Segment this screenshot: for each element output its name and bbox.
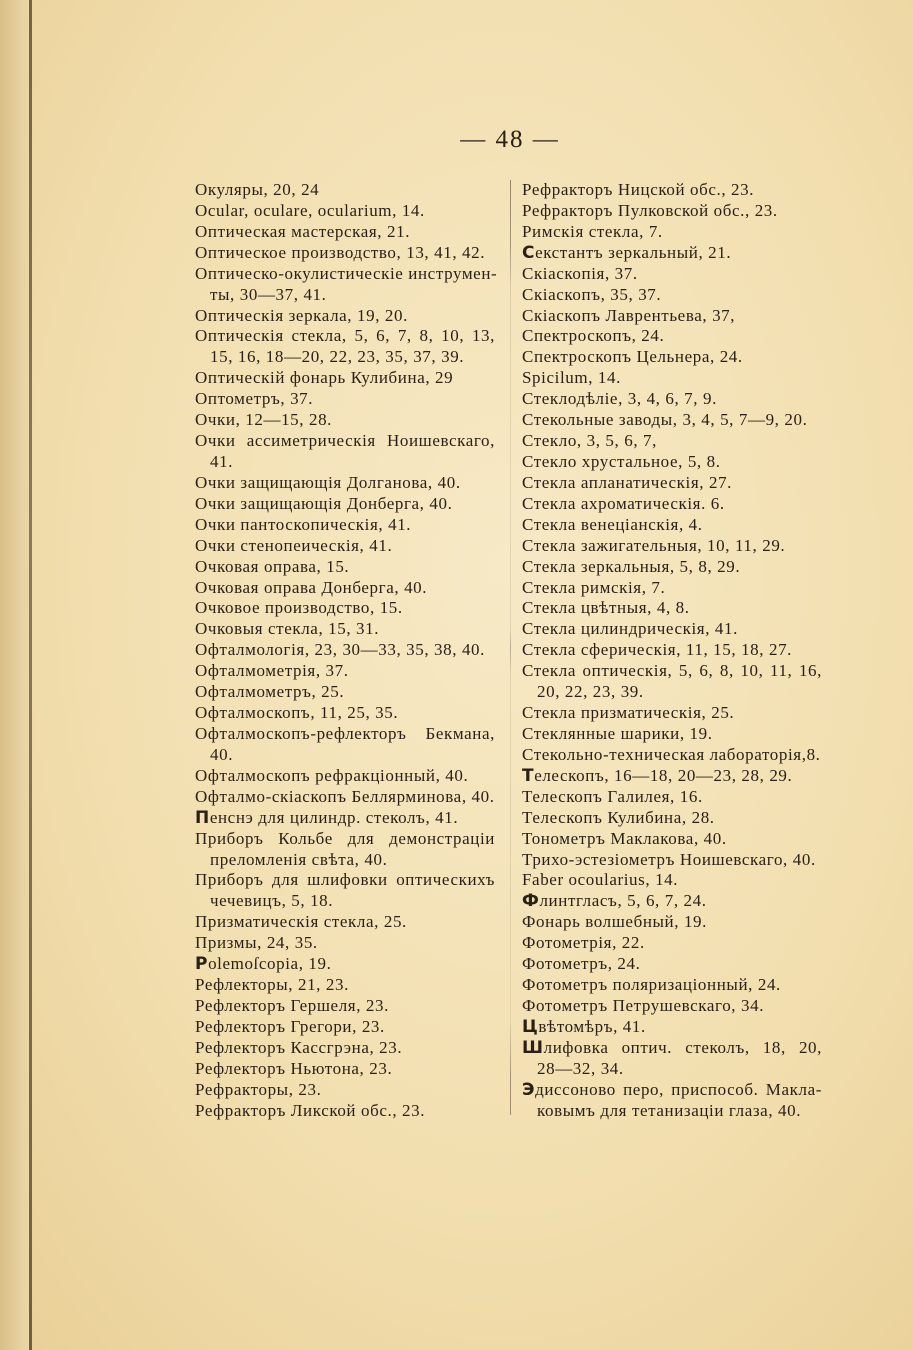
index-entry-text: Polemoſcopia, 19.	[195, 954, 332, 975]
index-entry	[522, 912, 822, 933]
index-entry	[522, 222, 822, 243]
index-entry	[195, 1059, 495, 1080]
index-entry	[522, 452, 822, 473]
index-entry-text: Телескопъ Кулибина, 28.	[522, 807, 715, 827]
index-entry-text: Спектроскопъ Цельнера, 24.	[522, 347, 743, 367]
index-entry	[522, 870, 822, 891]
index-entry-text: Стекла цвѣтныя, 4, 8.	[522, 598, 690, 618]
index-entry-text: Офталмо-скіаскопъ Беллярминова, 40.	[195, 786, 495, 806]
index-entry-text: Очки ассиметрическія Ноишевскаго,	[195, 431, 495, 451]
index-entry	[522, 285, 822, 306]
index-entry-text: Стекло, 3, 5, 6, 7,	[522, 431, 657, 451]
index-entry	[522, 368, 822, 389]
index-entry	[522, 975, 822, 996]
index-entry	[522, 557, 822, 578]
index-entry-text: Скіаскопъ, 35, 37.	[522, 284, 662, 304]
index-entry-text: Оптометръ, 37.	[195, 389, 314, 409]
index-entry	[195, 1080, 495, 1101]
index-entry	[195, 201, 495, 222]
index-entry-text: Фотометръ поляризаціонный, 24.	[522, 975, 781, 995]
index-entry-text: Оптическій фонарь Кулибина, 29	[195, 368, 454, 388]
index-entry-text: Faber ocoularius, 14.	[522, 870, 679, 890]
index-entry	[522, 640, 822, 661]
index-entry-text: Секстантъ зеркальный, 21.	[522, 242, 732, 263]
index-entry-text: Тонометръ Маклакова, 40.	[522, 828, 727, 848]
index-entry	[195, 222, 495, 243]
index-entry-continuation: 20, 22, 23, 39.	[537, 682, 644, 702]
index-entry	[522, 389, 822, 410]
index-entry-text: Оптическія зеркала, 19, 20.	[195, 305, 408, 325]
index-entry-text: Телескопъ, 16—18, 20—23, 28, 29.	[522, 765, 793, 786]
index-entry	[522, 745, 822, 766]
index-entry	[522, 431, 822, 452]
index-entry	[195, 494, 495, 515]
index-entry-text: Рефлекторъ Грегори, 23.	[195, 1016, 385, 1036]
index-entry	[195, 870, 495, 912]
index-entry	[195, 536, 495, 557]
index-entry-text: Офталмометрія, 37.	[195, 661, 349, 681]
index-entry-text: Телескопъ Галилея, 16.	[522, 786, 703, 806]
index-entry	[195, 912, 495, 933]
index-entry-text: Стекла зажигательныя, 10, 11, 29.	[522, 535, 786, 555]
binding-shadow-line	[29, 0, 32, 1350]
index-entry-text: Очковыя стекла, 15, 31.	[195, 619, 380, 639]
index-entry-text: Офталмоскопъ, 11, 25, 35.	[195, 703, 399, 723]
index-entry-text: Флинтгласъ, 5, 6, 7, 24.	[522, 891, 707, 912]
index-entry	[195, 578, 495, 599]
index-entry-text: Spicilum, 14.	[522, 368, 621, 388]
index-entry	[195, 829, 495, 871]
index-entry-continuation: ты, 30—37, 41.	[210, 284, 327, 304]
index-entry-text: Шлифовка оптич. стеколъ, 18, 20,	[522, 1037, 822, 1058]
index-entry	[522, 180, 822, 201]
index-entry	[195, 263, 498, 306]
index-entry	[522, 1080, 822, 1122]
index-entry	[522, 703, 822, 724]
index-entry	[522, 536, 822, 557]
index-entry	[195, 557, 495, 578]
index-entry-text: Трихо-эстезіометръ Ноишевскаго, 40.	[522, 849, 816, 869]
column-divider	[510, 180, 511, 1115]
index-entry-continuation: 15, 16, 18—20, 22, 23, 35, 37, 39.	[210, 347, 465, 367]
index-entry-text: Оптическо-окулистическіе инструмен-	[195, 263, 498, 283]
index-entry-text: Скіаскопія, 37.	[522, 263, 638, 283]
index-entry	[522, 326, 822, 347]
index-entry-text: Оптическія стекла, 5, 6, 7, 8, 10, 13,	[195, 326, 495, 346]
page-number-header: — 48 —	[460, 126, 560, 153]
index-entry	[522, 996, 822, 1017]
index-entry	[195, 473, 495, 494]
index-entry-continuation: 28—32, 34.	[537, 1058, 624, 1078]
index-entry-text: Очки стенопеическія, 41.	[195, 535, 393, 555]
index-entry-text: Стекла ахроматическія. 6.	[522, 493, 725, 513]
index-entry-text: Стекло хрустальное, 5, 8.	[522, 451, 721, 471]
index-entry-text: Призматическія стекла, 25.	[195, 912, 407, 932]
index-entry	[195, 180, 495, 201]
index-entry	[195, 368, 495, 389]
index-entry-text: Пенснэ для цилиндр. стеколъ, 41.	[195, 807, 459, 828]
index-entry-text: Стекла сферическія, 11, 15, 18, 27.	[522, 640, 793, 660]
index-entry	[195, 766, 495, 787]
index-entry-continuation: 40.	[210, 744, 234, 764]
index-entry-text: Очки пантоскопическія, 41.	[195, 514, 412, 534]
index-column-right	[522, 180, 822, 1121]
index-entry-text: Рефлекторы, 21, 23.	[195, 975, 349, 995]
index-entry-text: Римскія стекла, 7.	[522, 221, 663, 241]
index-entry-text: Очковое производство, 15.	[195, 598, 403, 618]
index-entry	[195, 661, 495, 682]
index-entry	[522, 410, 822, 431]
index-entry-text: Призмы, 24, 35.	[195, 933, 318, 953]
index-entry	[522, 1038, 822, 1080]
index-entry	[522, 578, 822, 599]
index-entry-text: Окуляры, 20, 24	[195, 180, 320, 199]
index-entry	[522, 829, 822, 850]
index-entry-text: Ocular, oculare, ocularium, 14.	[195, 200, 425, 220]
index-entry-text: Очки, 12—15, 28.	[195, 410, 333, 430]
index-entry	[522, 264, 822, 285]
index-entry	[522, 954, 822, 975]
index-entry-text: Стекла призматическія, 25.	[522, 703, 735, 723]
index-entry	[195, 619, 495, 640]
index-entry-continuation: ковымъ для тетанизаціи глаза, 40.	[537, 1100, 802, 1120]
index-entry	[522, 598, 822, 619]
index-entry-text: Очки защищающія Донберга, 40.	[195, 493, 453, 513]
index-entry-text: Фонарь волшебный, 19.	[522, 912, 707, 932]
index-entry-text: Стекла римскія, 7.	[522, 577, 666, 597]
index-entry-text: Стеклодѣліе, 3, 4, 6, 7, 9.	[522, 389, 717, 409]
index-entry-text: Эдиссоново перо, приспособ. Макла-	[522, 1079, 822, 1100]
index-entry	[195, 996, 495, 1017]
index-entry-text: Рефлекторъ Ньютона, 23.	[195, 1058, 393, 1078]
index-entry-text: Стекольно-техническая лабораторія,8.	[522, 744, 821, 764]
index-entry-text: Офталмометръ, 25.	[195, 682, 345, 702]
index-entry	[522, 1017, 822, 1038]
index-entry	[195, 724, 495, 766]
index-entry	[522, 933, 822, 954]
index-entry	[195, 787, 495, 808]
index-entry	[195, 306, 495, 327]
index-entry-text: Фотометръ Петрушевскаго, 34.	[522, 995, 765, 1015]
index-entry	[522, 515, 822, 536]
index-entry-text: Стекла цилиндрическія, 41.	[522, 619, 738, 639]
index-entry	[195, 640, 495, 661]
index-entry	[195, 1017, 495, 1038]
index-entry	[195, 431, 495, 473]
index-entry-text: Фотометръ, 24.	[522, 954, 641, 974]
index-entry-text: Офталмологія, 23, 30—33, 35, 38, 40.	[195, 640, 485, 660]
index-entry-continuation: чечевицъ, 5, 18.	[210, 891, 334, 911]
index-entry	[522, 787, 822, 808]
index-entry-text: Рефракторъ Ницской обс., 23.	[522, 180, 755, 199]
index-entry-text: Приборъ для шлифовки оптическихъ	[195, 870, 495, 890]
index-entry	[522, 494, 822, 515]
index-entry-text: Оптическое производство, 13, 41, 42.	[195, 242, 486, 262]
index-entry-continuation: преломленія свѣта, 40.	[210, 849, 388, 869]
index-entry	[195, 1038, 495, 1059]
index-entry-text: Скіаскопъ Лаврентьева, 37,	[522, 305, 736, 325]
index-entry-text: Фотометрія, 22.	[522, 933, 645, 953]
index-entry-text: Стекольные заводы, 3, 4, 5, 7—9, 20.	[522, 410, 808, 430]
index-entry-text: Рефракторъ Ликской обс., 23.	[195, 1100, 426, 1120]
index-entry	[522, 661, 822, 703]
index-entry-text: Цвѣтомѣръ, 41.	[522, 1016, 646, 1037]
index-entry-text: Офталмоскопъ рефракціонный, 40.	[195, 765, 469, 785]
index-entry-text: Офталмоскопъ-рефлекторъ Бекмана,	[195, 723, 495, 743]
page-binding-edge	[0, 0, 30, 1350]
index-entry	[522, 619, 822, 640]
index-entry-text: Рефлекторъ Кассгрэна, 23.	[195, 1037, 403, 1057]
index-entry-text: Очковая оправа, 15.	[195, 556, 350, 576]
index-entry	[195, 682, 495, 703]
index-entry	[522, 724, 822, 745]
index-entry	[522, 201, 822, 222]
index-entry	[522, 347, 822, 368]
index-entry-text: Рефлекторъ Гершеля, 23.	[195, 995, 389, 1015]
index-entry-text: Стекла оптическія, 5, 6, 8, 10, 11, 16,	[522, 661, 822, 681]
index-entry	[195, 703, 495, 724]
index-entry	[522, 243, 822, 264]
index-entry	[522, 891, 822, 912]
index-entry	[522, 473, 822, 494]
index-entry	[195, 410, 495, 431]
index-entry-text: Приборъ Кольбе для демонстраціи	[195, 828, 495, 848]
index-entry-text: Очки защищающія Долганова, 40.	[195, 472, 461, 492]
index-entry	[195, 808, 495, 829]
index-entry	[195, 389, 495, 410]
index-entry-text: Очковая оправа Донберга, 40.	[195, 577, 428, 597]
index-entry	[195, 975, 495, 996]
index-entry	[195, 598, 495, 619]
index-column-left	[195, 180, 498, 1121]
index-entry-text: Стекла зеркальныя, 5, 8, 29.	[522, 556, 741, 576]
index-entry-text: Рефракторы, 23.	[195, 1079, 322, 1099]
index-entry-text: Оптическая мастерская, 21.	[195, 221, 411, 241]
index-entry-text: Стекла венеціанскія, 4.	[522, 514, 703, 534]
index-entry	[195, 243, 495, 264]
index-entry	[522, 766, 822, 787]
index-entry	[195, 933, 495, 954]
index-entry-text: Рефракторъ Пулковской обс., 23.	[522, 200, 778, 220]
index-entry-continuation: 41.	[210, 451, 234, 471]
index-entry	[522, 808, 822, 829]
index-entry	[195, 515, 495, 536]
index-entry	[195, 326, 495, 368]
index-entry	[522, 306, 822, 327]
index-entry	[195, 954, 495, 975]
index-entry	[522, 850, 822, 871]
index-entry-text: Спектроскопъ, 24.	[522, 326, 665, 346]
index-entry-text: Стекла апланатическія, 27.	[522, 472, 733, 492]
index-entry-text: Стеклянные шарики, 19.	[522, 723, 713, 743]
index-entry	[195, 1101, 495, 1122]
